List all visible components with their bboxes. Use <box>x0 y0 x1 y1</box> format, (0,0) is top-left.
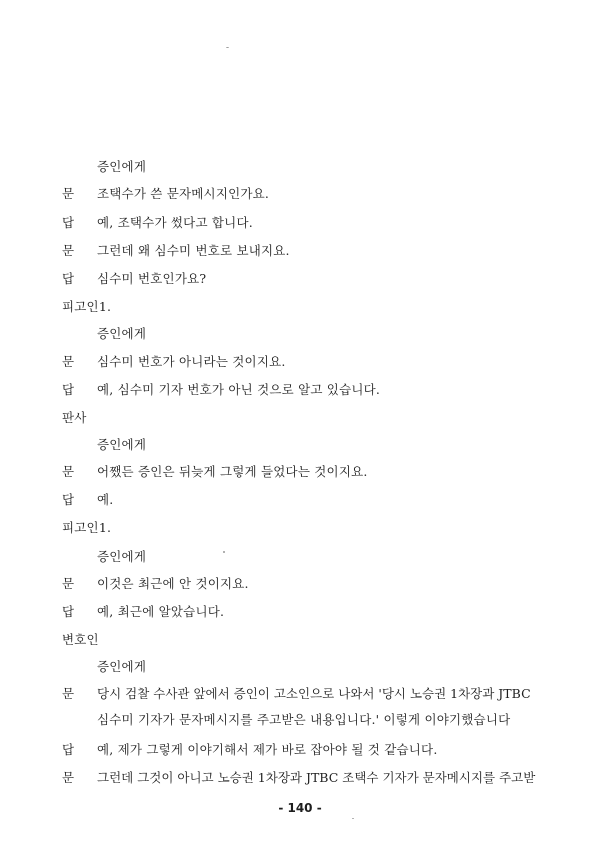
answer-marker: 답 <box>62 271 75 286</box>
recipient-text: 증인에게 <box>97 659 147 674</box>
question-text: 조택수가 쓴 문자메시지인가요. <box>97 186 270 201</box>
recipient-text: 증인에게 <box>97 159 147 174</box>
scan-speck <box>223 551 225 553</box>
speaker-label: 변호인 <box>62 632 99 647</box>
recipient-text: 증인에게 <box>97 549 147 564</box>
recipient-text: 증인에게 <box>97 326 147 341</box>
answer-text: 예. <box>97 492 114 507</box>
recipient-text: 증인에게 <box>97 437 147 452</box>
question-text: 그런데 왜 심수미 번호로 보내지요. <box>97 243 290 258</box>
continuation-text: 심수미 기자가 문자메시지를 주고받은 내용입니다.' 이렇게 이야기했습니다 <box>97 712 511 727</box>
answer-marker: 답 <box>62 492 75 507</box>
question-text: 심수미 번호가 아니라는 것이지요. <box>97 354 286 369</box>
question-marker: 문 <box>62 354 75 369</box>
scan-speck <box>352 818 354 819</box>
scan-speck <box>226 47 229 48</box>
question-marker: 문 <box>62 686 75 701</box>
question-text: 당시 검찰 수사관 앞에서 증인이 고소인으로 나와서 '당시 노승권 1차장과 JTBC <box>97 686 531 701</box>
question-marker: 문 <box>62 770 75 785</box>
question-text: 그런데 그것이 아니고 노승권 1차장과 JTBC 조택수 기자가 문자메시지를 주고받 <box>97 770 536 785</box>
answer-text: 예, 최근에 알았습니다. <box>97 604 225 619</box>
page-number: - 140 - <box>278 801 322 815</box>
answer-text: 심수미 번호인가요? <box>97 271 207 286</box>
answer-text: 예, 심수미 기자 번호가 아닌 것으로 알고 있습니다. <box>97 382 381 397</box>
question-marker: 문 <box>62 186 75 201</box>
answer-marker: 답 <box>62 604 75 619</box>
answer-marker: 답 <box>62 382 75 397</box>
question-marker: 문 <box>62 464 75 479</box>
question-marker: 문 <box>62 243 75 258</box>
answer-text: 예, 제가 그렇게 이야기해서 제가 바로 잡아야 될 것 같습니다. <box>97 742 438 757</box>
answer-marker: 답 <box>62 215 75 230</box>
answer-text: 예, 조택수가 썼다고 합니다. <box>97 215 253 230</box>
answer-marker: 답 <box>62 742 75 757</box>
speaker-label: 판사 <box>62 410 87 425</box>
question-marker: 문 <box>62 576 75 591</box>
speaker-label: 피고인1. <box>62 299 112 314</box>
question-text: 어쨌든 증인은 뒤늦게 그렇게 들었다는 것이지요. <box>97 464 368 479</box>
question-text: 이것은 최근에 안 것이지요. <box>97 576 249 591</box>
speaker-label: 피고인1. <box>62 520 112 535</box>
